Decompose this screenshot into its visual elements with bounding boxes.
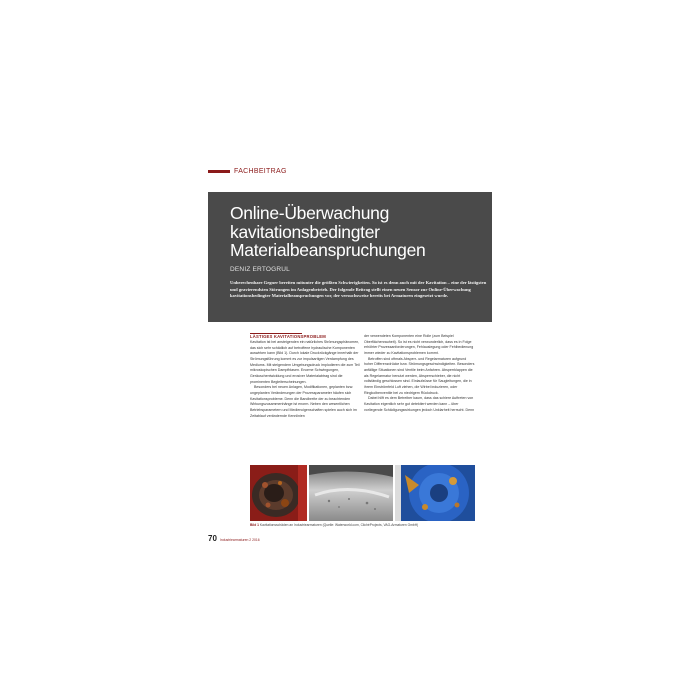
- cavitation-photo-metal-surface: [309, 465, 393, 521]
- article-title-line-2: kavitationsbedingter: [230, 221, 380, 242]
- body-paragraph: Besonders bei neuen Anlagen, Modifikationen, geplanten bzw. ungeplanten Veränderungen der Prozessparameter häufen sich Kavitationsprobleme. Denn die Bandbreite der zu beachtenden Wirkungszusammenhänge ist enorm. Neben den wesentlichen Betriebsparametern und Mediencigenschaften spielen auch sich im Zeitablauf verändernde Kennlinien: [250, 385, 357, 418]
- section-label-text: FACHBEITRAG: [234, 168, 287, 175]
- page-number: 70: [208, 534, 217, 543]
- article-author: DENIZ ERTOGRUL: [230, 266, 290, 273]
- article-title-line-3: Materialbeanspruchungen: [230, 240, 426, 260]
- section-label: [208, 168, 287, 175]
- body-column-2: [364, 334, 476, 458]
- body-subhead: LÄSTIGES KAVITATIONSPROBLEM: [250, 334, 326, 339]
- figure-caption: [250, 523, 480, 527]
- body-column-1: [250, 334, 362, 458]
- body-paragraph: der verwendeten Komponenten eine Rolle (zum Beispiel Oberflächenrauheit). So ist es nicht verwunderlich, dass es in Folge erhöhter Prozessanforderungen, Fehlauslegung oder Fehlbedienung immer wieder zu Kavitationsproblemen kommt.: [364, 334, 474, 355]
- article-title: [230, 204, 425, 260]
- body-paragraph: Kavitation ist bei ansteigenden ein natürliches Strömungsphänomen, das sich sehr schädlich auf betroffene hydraulische Komponenten auswirken kann (Bild 1). Durch lokale Druckrückgänge innerhalb der Strömungsführung kommt es zur impulsartigen Verdampfung des Mediums. Mit steigendem Umgebungsdruck implodieren die zum Teil mikroskopischen Dampfblasen. Enorme Schwingungen, Geräuschentwicklung und erosiver Materialabtrag sind die prominenten Begleiterscheinungen.: [250, 340, 360, 384]
- article-title-line-1: Online-Überwachung: [230, 203, 389, 223]
- figure-label: Bild 1: [250, 523, 259, 527]
- article-lead: Unberechenbare Gegner bereiten mitunter die größten Schwierigkeiten. So ist es denn auch mit der Kavitation – eine der lästigsten und gravierendsten Störungen im Anlagenbetrieb. Der folgende Beitrag stellt einen neuen Sensor zur Online-Überwachung kavitationsbedingter Materialbeanspruchungen vor, der versuchsweise bereits bei Armaturen eingesetzt wurde.: [230, 280, 487, 299]
- title-banner: [208, 192, 492, 322]
- section-accent-bar: [208, 170, 230, 173]
- magazine-name: Industriearmaturen 2 2016: [219, 538, 260, 542]
- cavitation-photo-blue-valve: [395, 465, 475, 521]
- figure-caption-text: Kavitationsschäden an Industriearmaturen (Quelle: Waterworld.com, ClichéProjects, VAG-Armaturen GmbH): [259, 523, 419, 527]
- body-paragraph: Betroffen sind oftmals Absperr- und Regelarmaturen aufgrund hoher Differenzdrücke bzw. Strömungsgeschwindigkeiten. Besonders anfällige Situationen sind Ventile beim Anfahren. Absperrklappen die als Regelarmatur benutzt werden, Absperrschieber, die nicht vollständig geschlossen sind. Einlaufzüsse für Saugleitungen, die in ihrem Einströmfeld Luft ziehen, die Wirbel induzieren, oder Ringkolbenventile bei zu niedrigem Rückdruck.: [364, 356, 475, 395]
- page-footer: [208, 534, 260, 543]
- body-paragraph: Dabei hilft es dem Betreiber kaum, dass das schiere Auftreten von Kavitation eigentlich sehr gut detektiert werden kann – über vorliegende Schädigungswirkungen jedoch Unklarheit herrscht. Denn: [364, 396, 475, 412]
- cavitation-photo-rusted-part: [250, 465, 307, 521]
